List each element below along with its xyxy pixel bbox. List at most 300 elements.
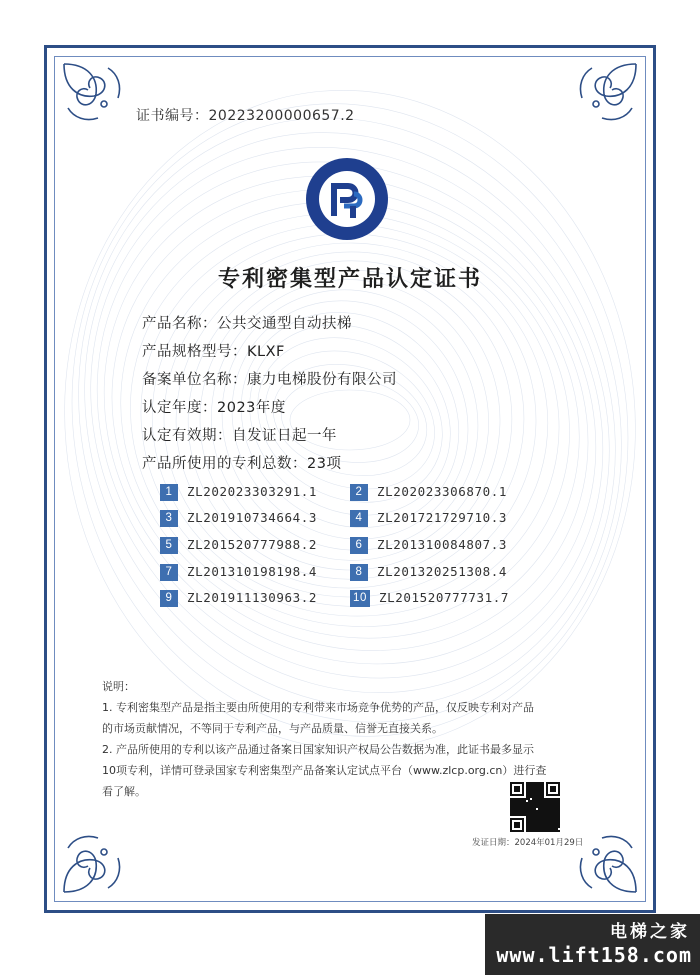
qr-module (556, 810, 558, 812)
notes-line: 2. 产品所使用的专利以该产品通过备案日国家知识产权局公告数据为准，此证书最多显示 (102, 743, 534, 756)
patent-number: ZL202023303291.1 (187, 484, 318, 499)
qr-module (542, 788, 544, 790)
patent-item (350, 510, 507, 528)
qr-module (556, 808, 558, 810)
qr-module (530, 816, 532, 818)
qr-module (530, 786, 532, 788)
qr-module (542, 802, 544, 804)
qr-module (536, 824, 538, 826)
qr-module (544, 812, 546, 814)
patent-index-badge: 4 (350, 510, 368, 527)
qr-module (556, 826, 558, 828)
qr-module (536, 806, 538, 808)
qr-module (520, 812, 522, 814)
info-label: 产品规格型号： (142, 344, 247, 360)
qr-module (552, 826, 554, 828)
qr-module (556, 800, 558, 802)
qr-module (542, 818, 544, 820)
qr-module (538, 808, 540, 810)
qr-module (532, 824, 534, 826)
qr-module (538, 782, 540, 784)
qr-module (540, 798, 542, 800)
qr-module (524, 802, 526, 804)
qr-module (540, 804, 542, 806)
qr-module (524, 814, 526, 816)
qr-module (512, 800, 514, 802)
qr-module (544, 826, 546, 828)
qr-module (552, 830, 554, 832)
notes-line: 1. 专利密集型产品是指主要由所使用的专利带来市场竞争优势的产品，仅反映专利对产品 (102, 701, 534, 714)
qr-module (528, 796, 530, 798)
info-filing-unit (142, 368, 397, 389)
qr-module (524, 800, 526, 802)
qr-module (556, 802, 558, 804)
qr-module (556, 824, 558, 826)
qr-module (540, 792, 542, 794)
qr-module (528, 816, 530, 818)
qr-module (530, 808, 532, 810)
qr-module (556, 806, 558, 808)
info-value: KLXF (247, 344, 285, 360)
qr-module (510, 814, 512, 816)
qr-module (552, 822, 554, 824)
qr-module (532, 818, 534, 820)
qr-module (526, 826, 528, 828)
qr-module (538, 796, 540, 798)
qr-module (534, 808, 536, 810)
qr-module (544, 816, 546, 818)
patent-item (350, 484, 507, 502)
qr-module (532, 808, 534, 810)
qr-module (528, 804, 530, 806)
qr-module (522, 808, 524, 810)
qr-module (554, 816, 556, 818)
qr-module (548, 824, 550, 826)
qr-module (538, 790, 540, 792)
qr-module (552, 804, 554, 806)
qr-module (532, 820, 534, 822)
qr-module (532, 788, 534, 790)
qr-module (532, 786, 534, 788)
qr-module (518, 810, 520, 812)
qr-module (546, 812, 548, 814)
qr-module (550, 828, 552, 830)
qr-module (518, 800, 520, 802)
issue-date: 发证日期：2024年01月29日 (472, 838, 584, 848)
qr-module (530, 828, 532, 830)
qr-module (554, 798, 556, 800)
patent-number: ZL201910734664.3 (187, 510, 318, 525)
qr-module (510, 798, 512, 800)
qr-module (550, 812, 552, 814)
qr-module (526, 784, 528, 786)
qr-module (536, 814, 538, 816)
qr-module (534, 830, 536, 832)
qr-module (542, 782, 544, 784)
certificate-number-value: 20223200000657.2 (208, 108, 355, 124)
qr-module (526, 804, 528, 806)
qr-module (536, 782, 538, 784)
patent-index-badge: 6 (350, 537, 368, 554)
qr-module (536, 800, 538, 802)
qr-module (556, 828, 558, 830)
patent-index-badge: 1 (160, 484, 178, 501)
qr-module (536, 830, 538, 832)
qr-module (554, 802, 556, 804)
qr-module (554, 824, 556, 826)
qr-module (542, 828, 544, 830)
qr-module (536, 804, 538, 806)
notes-line: 看了解。 (102, 785, 146, 798)
qr-module (554, 800, 556, 802)
qr-module (540, 788, 542, 790)
qr-module (528, 826, 530, 828)
qr-module (554, 808, 556, 810)
qr-module (530, 790, 532, 792)
qr-module (522, 804, 524, 806)
qr-module (518, 814, 520, 816)
qr-module (552, 802, 554, 804)
qr-module (538, 830, 540, 832)
qr-module (542, 806, 544, 808)
qr-module (542, 792, 544, 794)
qr-module (516, 800, 518, 802)
qr-module (526, 828, 528, 830)
qr-module (538, 798, 540, 800)
qr-module (526, 796, 528, 798)
qr-module (510, 800, 512, 802)
qr-module (534, 800, 536, 802)
qr-module (532, 826, 534, 828)
qr-module (536, 828, 538, 830)
qr-module (550, 826, 552, 828)
qr-module (544, 810, 546, 812)
qr-module (558, 814, 560, 816)
qr-module (522, 810, 524, 812)
patent-number: ZL201520777988.2 (187, 537, 318, 552)
qr-module (530, 806, 532, 808)
qr-module (534, 782, 536, 784)
patent-index-badge: 3 (160, 510, 178, 527)
qr-module (538, 786, 540, 788)
qr-module (522, 806, 524, 808)
qr-module (528, 788, 530, 790)
qr-module (540, 808, 542, 810)
notes-heading: 说明： (102, 680, 135, 693)
qr-module (540, 820, 542, 822)
qr-module (512, 812, 514, 814)
qr-module (554, 804, 556, 806)
qr-module (532, 822, 534, 824)
qr-module (550, 810, 552, 812)
info-label: 认定年度： (142, 400, 217, 416)
qr-module (548, 800, 550, 802)
qr-module (556, 816, 558, 818)
qr-module (530, 820, 532, 822)
qr-module (536, 802, 538, 804)
qr-module (540, 806, 542, 808)
qr-module (554, 822, 556, 824)
info-patent-count (142, 452, 341, 473)
qr-module (556, 814, 558, 816)
qr-module (520, 814, 522, 816)
qr-module (522, 802, 524, 804)
qr-module (532, 804, 534, 806)
patent-number: ZL201911130963.2 (187, 590, 318, 605)
qr-module (526, 792, 528, 794)
patent-number: ZL201520777731.7 (379, 590, 510, 605)
qr-module (538, 806, 540, 808)
qr-module (546, 820, 548, 822)
qr-module (546, 826, 548, 828)
patent-number: ZL201310084807.3 (377, 537, 508, 552)
qr-module (552, 820, 554, 822)
qr-module (528, 784, 530, 786)
qr-module (532, 810, 534, 812)
qr-module (540, 812, 542, 814)
info-value: 康力电梯股份有限公司 (247, 372, 397, 388)
qr-module (542, 824, 544, 826)
qr-module (558, 802, 560, 804)
qr-module (532, 790, 534, 792)
qr-module (510, 810, 512, 812)
qr-module (548, 816, 550, 818)
qr-module (556, 804, 558, 806)
qr-module (510, 806, 512, 808)
qr-module (536, 810, 538, 812)
qr-module (520, 806, 522, 808)
qr-module (546, 810, 548, 812)
qr-module (514, 812, 516, 814)
qr-module (512, 804, 514, 806)
info-value: 公共交通型自动扶梯 (217, 316, 352, 332)
qr-module (558, 824, 560, 826)
qr-module (548, 814, 550, 816)
certificate-number-label: 证书编号： (136, 108, 209, 124)
site-watermark (485, 914, 700, 975)
qr-module (546, 818, 548, 820)
qr-module (526, 808, 528, 810)
qr-module (554, 806, 556, 808)
qr-module (554, 826, 556, 828)
qr-module (512, 806, 514, 808)
qr-module (554, 828, 556, 830)
qr-module (542, 784, 544, 786)
qr-module (540, 790, 542, 792)
qr-module (538, 800, 540, 802)
qr-module (540, 794, 542, 796)
qr-module (526, 788, 528, 790)
qr-module (528, 790, 530, 792)
info-value: 23项 (307, 456, 342, 472)
qr-module (548, 812, 550, 814)
qr-module (536, 822, 538, 824)
certificate-number (136, 105, 355, 125)
qr-module (546, 816, 548, 818)
qr-module (550, 824, 552, 826)
qr-module (530, 818, 532, 820)
qr-module (534, 790, 536, 792)
qr-module (552, 818, 554, 820)
qr-module (512, 802, 514, 804)
watermark-url: www.lift158.com (496, 943, 692, 967)
qr-module (542, 808, 544, 810)
info-product-model (142, 340, 285, 361)
qr-module (540, 816, 542, 818)
qr-module (552, 824, 554, 826)
qr-module (516, 804, 518, 806)
qr-module (542, 814, 544, 816)
qr-module (514, 798, 516, 800)
qr-module (530, 802, 532, 804)
qr-module (540, 800, 542, 802)
qr-module (542, 786, 544, 788)
qr-module (536, 788, 538, 790)
qr-module (542, 796, 544, 798)
info-label: 认定有效期： (142, 428, 232, 444)
patent-item (350, 590, 509, 608)
patent-item (160, 537, 317, 555)
qr-module (518, 812, 520, 814)
qr-module (526, 782, 528, 784)
qr-module (538, 794, 540, 796)
qr-module (520, 810, 522, 812)
qr-module (550, 816, 552, 818)
info-value: 自发证日起一年 (232, 428, 337, 444)
qr-module (538, 802, 540, 804)
qr-module (540, 802, 542, 804)
qr-module (526, 820, 528, 822)
watermark-name: 电梯之家 (610, 922, 690, 942)
qr-module (516, 802, 518, 804)
qr-module (546, 798, 548, 800)
qr-module (550, 808, 552, 810)
qr-module (542, 804, 544, 806)
qr-module (532, 816, 534, 818)
qr-module (526, 794, 528, 796)
qr-module (526, 824, 528, 826)
qr-module (544, 822, 546, 824)
qr-module (558, 808, 560, 810)
qr-module (550, 800, 552, 802)
qr-module (522, 798, 524, 800)
qr-module (558, 826, 560, 828)
qr-module (558, 810, 560, 812)
qr-module (536, 790, 538, 792)
qr-module (558, 820, 560, 822)
qr-module (512, 810, 514, 812)
qr-module (538, 816, 540, 818)
qr-module (550, 798, 552, 800)
qr-module (520, 800, 522, 802)
qr-module (516, 814, 518, 816)
qr-module (516, 812, 518, 814)
qr-module (556, 830, 558, 832)
qr-module (528, 828, 530, 830)
qr-module (538, 814, 540, 816)
qr-module (558, 798, 560, 800)
qr-module (522, 814, 524, 816)
qr-module (532, 796, 534, 798)
qr-module (526, 802, 528, 804)
qr-module (558, 830, 560, 832)
qr-module (514, 806, 516, 808)
qr-module (528, 814, 530, 816)
qr-module (538, 826, 540, 828)
qr-module (530, 788, 532, 790)
info-label: 产品名称： (142, 316, 217, 332)
qr-module (558, 806, 560, 808)
qr-module (532, 784, 534, 786)
qr-module (556, 812, 558, 814)
qr-module (540, 830, 542, 832)
qr-module (548, 804, 550, 806)
qr-module (528, 812, 530, 814)
qr-module (536, 816, 538, 818)
qr-module (546, 824, 548, 826)
qr-module (514, 802, 516, 804)
qr-module (530, 810, 532, 812)
qr-module (524, 808, 526, 810)
qr-module (534, 828, 536, 830)
qr-module (558, 816, 560, 818)
patent-number: ZL202023306870.1 (377, 484, 508, 499)
qr-module (526, 806, 528, 808)
qr-module (538, 810, 540, 812)
qr-module (558, 812, 560, 814)
qr-module (516, 798, 518, 800)
notes-line: 10项专利，详情可登录国家专利密集型产品备案认定试点平台（www.zlcp.org.cn）进行查 (102, 764, 547, 777)
qr-module (524, 812, 526, 814)
patent-index-badge: 9 (160, 590, 178, 607)
qr-module (542, 810, 544, 812)
info-product-name (142, 312, 352, 333)
qr-module (542, 798, 544, 800)
qr-module (536, 820, 538, 822)
qr-module (542, 800, 544, 802)
qr-module (546, 828, 548, 830)
qr-module (524, 798, 526, 800)
qr-module (530, 812, 532, 814)
qr-module (534, 816, 536, 818)
qr-module (544, 820, 546, 822)
qr-module (536, 826, 538, 828)
qr-module (556, 798, 558, 800)
qr-module (536, 786, 538, 788)
qr-module (544, 798, 546, 800)
qr-module (544, 828, 546, 830)
qr-module (548, 826, 550, 828)
qr-module (550, 822, 552, 824)
qr-module (542, 826, 544, 828)
qr-module (548, 810, 550, 812)
qr-module (554, 830, 556, 832)
qr-module (546, 800, 548, 802)
qr-module (532, 798, 534, 800)
certificate-title: 专利密集型产品认定证书 (217, 266, 482, 292)
qr-module (544, 800, 546, 802)
corner-ornament-top-left (58, 58, 138, 138)
qr-module (542, 830, 544, 832)
qr-module (532, 802, 534, 804)
qr-module (528, 810, 530, 812)
qr-module (550, 802, 552, 804)
qr-module (530, 822, 532, 824)
qr-module (546, 806, 548, 808)
qr-module (542, 794, 544, 796)
qr-module (514, 804, 516, 806)
qr-module (532, 800, 534, 802)
